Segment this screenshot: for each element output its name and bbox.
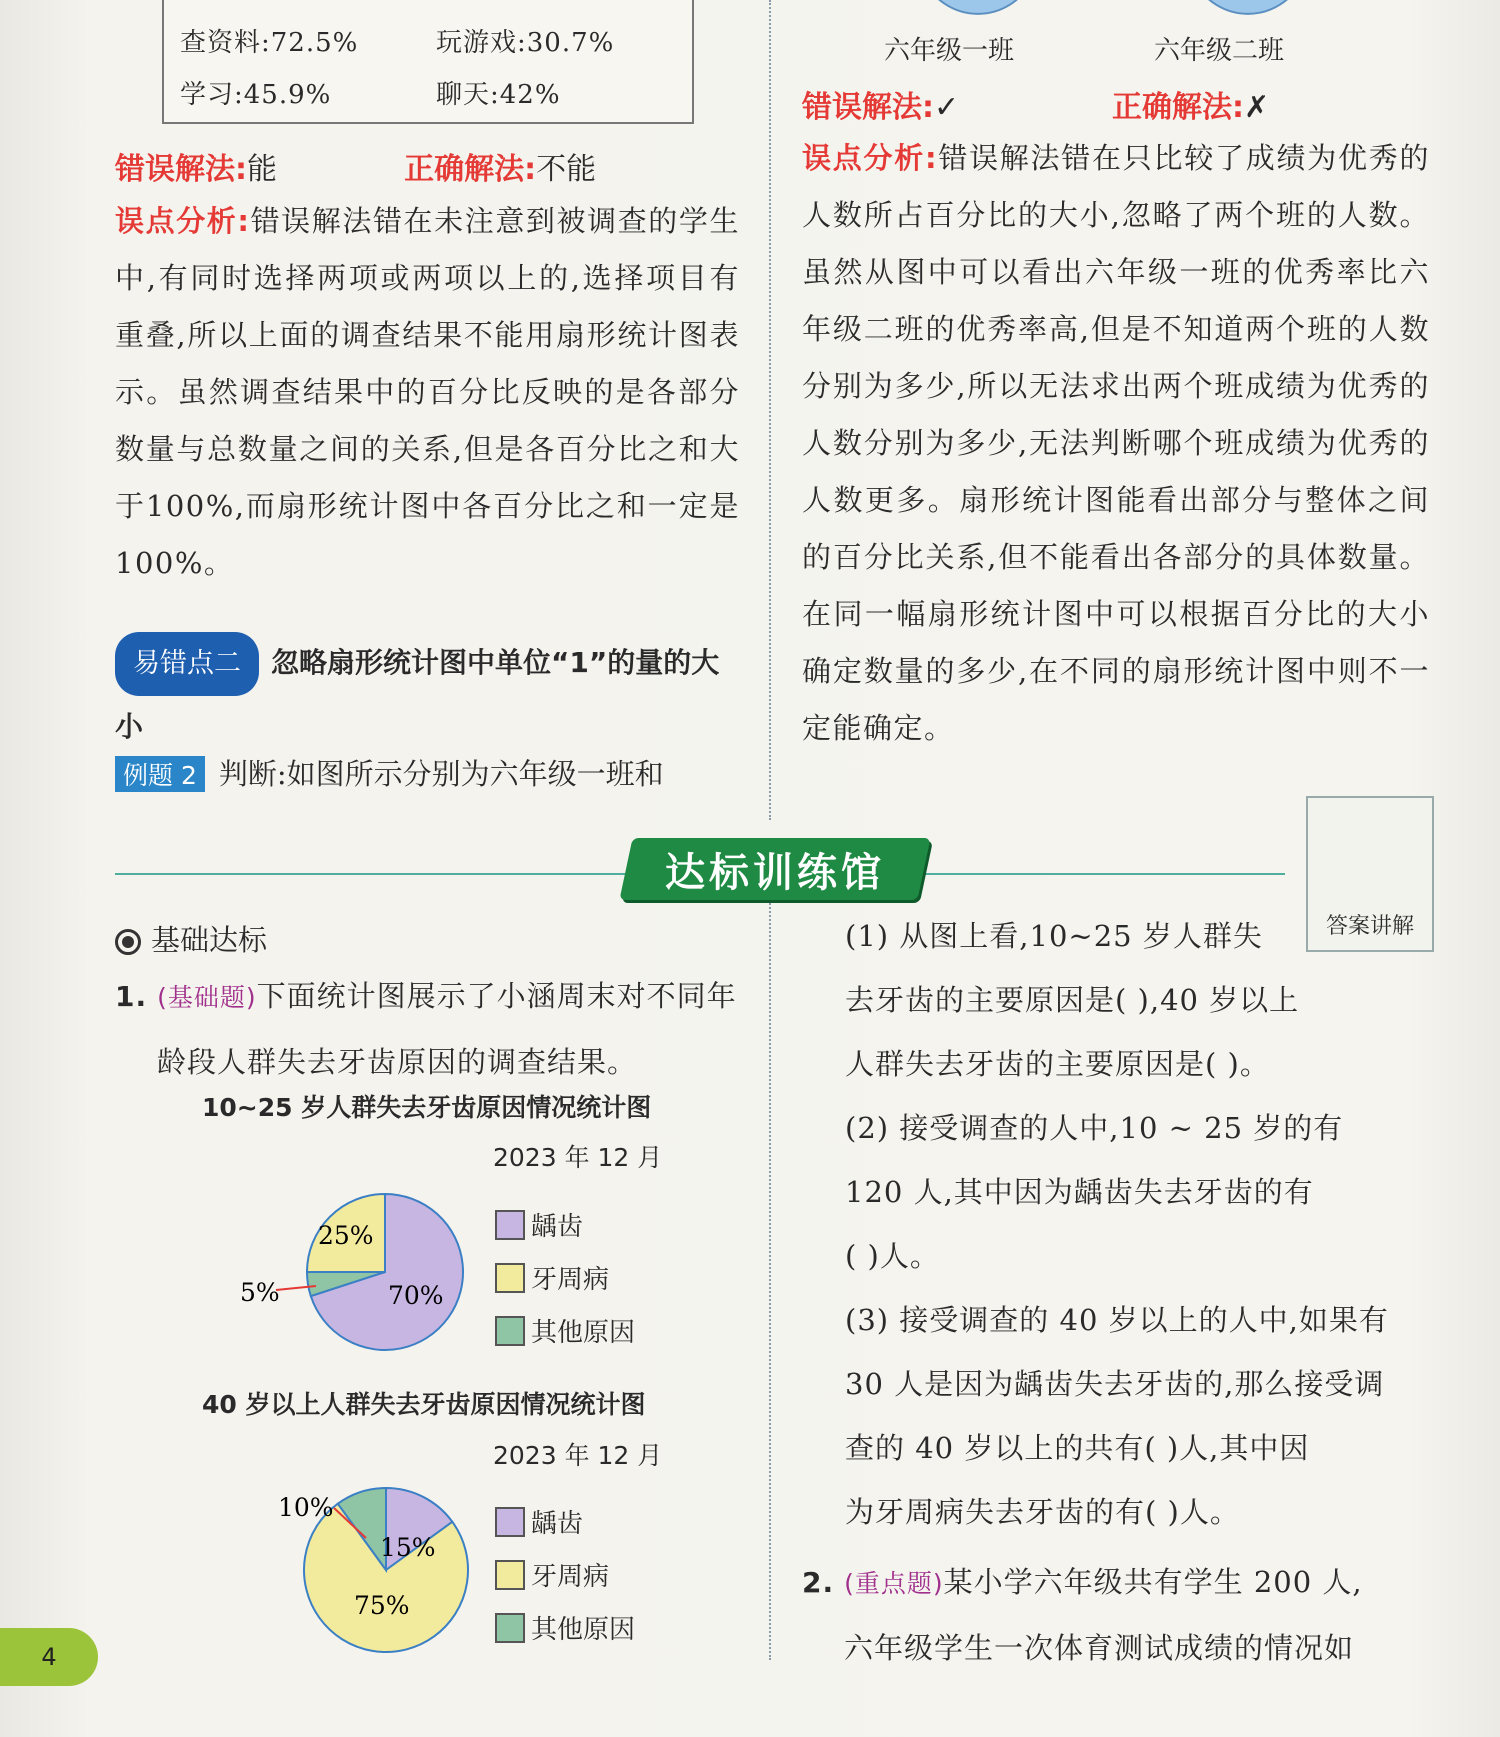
legend-label: 其他原因 — [531, 1615, 636, 1645]
question-body: 下面统计图展示了小涵周末对不同年龄段人群失去牙齿原因的调查结果。 — [157, 979, 737, 1079]
mistake-point-heading — [115, 632, 740, 761]
answer-row — [115, 144, 596, 188]
example-line — [115, 752, 664, 793]
cross-mark-icon: ✗ — [1244, 90, 1270, 125]
section-banner — [619, 838, 930, 900]
error-analysis — [802, 130, 1430, 757]
question-body: 某小学六年级共有学生 200 人, — [943, 1565, 1363, 1599]
question-1 — [115, 964, 745, 1094]
question-number: 2. — [802, 1566, 835, 1599]
question-1-text — [115, 964, 745, 1094]
correct-solution-value: 不能 — [536, 152, 597, 187]
sub-question-line: (2) 接受调查的人中,10 ~ 25 岁的有 — [845, 1111, 1344, 1145]
legend-label: 龋齿 — [531, 1212, 584, 1242]
page-number: 4 — [0, 1628, 98, 1686]
section-banner-text: 达标训练馆 — [665, 849, 885, 896]
chart1-pie — [230, 1180, 480, 1360]
chart1-label-yazhoubing: 25% — [318, 1221, 374, 1250]
basic-heading-text: 基础达标 — [151, 923, 268, 957]
wrong-solution-label: 错误解法: — [115, 152, 247, 187]
wrong-solution-value: 能 — [247, 152, 277, 187]
legend-item — [495, 1206, 583, 1243]
sub-question-line: 为牙周病失去牙齿的有( )人。 — [845, 1495, 1240, 1529]
legend-swatch — [495, 1263, 525, 1293]
legend-label: 牙周病 — [531, 1265, 610, 1295]
column-divider — [769, 900, 771, 1660]
sub-question-line: (3) 接受调查的 40 岁以上的人中,如果有 — [845, 1303, 1389, 1337]
example-tag: 例题 2 — [115, 756, 205, 792]
legend-item — [495, 1556, 609, 1593]
legend-item — [495, 1259, 609, 1296]
sub-question-line: 查的 40 岁以上的共有( )人,其中因 — [845, 1431, 1310, 1465]
class-pie-fragments — [882, 0, 1422, 24]
sub-question-line: 30 人是因为龋齿失去牙齿的,那么接受调 — [845, 1367, 1385, 1401]
chart1-label-other: 5% — [240, 1278, 280, 1307]
question-number: 1. — [115, 980, 148, 1013]
column-divider — [769, 0, 771, 820]
legend-label: 其他原因 — [531, 1318, 636, 1348]
survey-results-box — [162, 0, 694, 124]
analysis-text: 错误解法错在只比较了成绩为优秀的人数所占百分比的大小,忽略了两个班的人数。虽然从图中可以看出六年级一班的优秀率比六年级二班的优秀率高,但是不知道两个班的人数分别为多少,所以无法求出两个班成绩为优秀的人数分别为多少,无法判断哪个班成绩为优秀的人数更多。扇形统计图能看出部分与整体之间的百分比关系,但不能看出各部分的具体数量。在同一幅扇形统计图中可以根据百分比的大小确定数量的多少,在不同的扇形统计图中则不一定能确定。 — [802, 141, 1430, 745]
mistake-title: 忽略扇形统计图中单位“1”的量的大小 — [115, 646, 720, 743]
class1-label: 六年级一班 — [884, 36, 1015, 66]
mistake-tag: 易错点二 — [115, 632, 259, 696]
sub-question-line: 人群失去牙齿的主要原因是( )。 — [845, 1047, 1270, 1081]
analysis-label: 误点分析: — [115, 204, 251, 238]
legend-label: 龋齿 — [531, 1509, 584, 1539]
answer-row — [802, 82, 1430, 126]
question-2 — [802, 1550, 1432, 1680]
chart2-date: 2023 年 12 月 — [493, 1441, 663, 1470]
chart2-label-other: 10% — [278, 1493, 334, 1522]
chart2-label-yazhoubing: 75% — [354, 1591, 410, 1620]
sub-question-line: 去牙齿的主要原因是( ),40 岁以上 — [845, 983, 1300, 1017]
basic-heading — [115, 918, 267, 959]
survey-item: 聊天:42% — [436, 80, 561, 110]
class2-pie-fragment — [1194, 0, 1302, 14]
circle-bullet-icon — [115, 929, 141, 955]
sub-question-line: (1) 从图上看,10~25 岁人群失 — [845, 919, 1263, 953]
sub-question-line: ( )人。 — [845, 1239, 940, 1273]
chart2-label-quchi: 15% — [380, 1533, 436, 1562]
sub-questions — [845, 904, 1435, 1544]
legend-item — [495, 1503, 583, 1540]
chart1-date: 2023 年 12 月 — [493, 1143, 663, 1172]
legend-swatch — [495, 1507, 525, 1537]
question-2-line1 — [802, 1550, 1432, 1616]
correct-solution-label: 正确解法: — [1112, 90, 1244, 125]
chart1-title: 10~25 岁人群失去牙齿原因情况统计图 — [202, 1093, 652, 1122]
analysis-text: 错误解法错在未注意到被调查的学生中,有同时选择两项或两项以上的,选择项目有重叠,所以上面的调查结果不能用扇形统计图表示。虽然调查结果中的百分比反映的是各部分数量与总数量之间的关系,但是各百分比之和大于100%,而扇形统计图中各百分比之和一定是100%。 — [115, 204, 740, 580]
legend-swatch — [495, 1210, 525, 1240]
check-mark-icon: ✓ — [934, 90, 960, 125]
class1-pie-fragment — [924, 0, 1032, 14]
question-2-line2: 六年级学生一次体育测试成绩的情况如 — [844, 1631, 1355, 1665]
answer-explanation-label: 答案讲解 — [1325, 914, 1414, 939]
wrong-solution-label: 错误解法: — [802, 90, 934, 125]
survey-item: 学习:45.9% — [180, 80, 332, 110]
chart1-label-quchi: 70% — [388, 1281, 444, 1310]
legend-item — [495, 1609, 635, 1646]
question-tag: (重点题) — [844, 1569, 944, 1598]
class2-label: 六年级二班 — [1154, 36, 1285, 66]
legend-swatch — [495, 1613, 525, 1643]
error-analysis — [115, 193, 740, 592]
chart2-pie — [260, 1470, 480, 1660]
legend-label: 牙周病 — [531, 1562, 610, 1592]
legend-swatch — [495, 1560, 525, 1590]
survey-item: 玩游戏:30.7% — [436, 28, 615, 58]
analysis-label: 误点分析: — [802, 141, 939, 175]
question-tag: (基础题) — [157, 983, 257, 1012]
legend-item — [495, 1312, 635, 1349]
legend-swatch — [495, 1316, 525, 1346]
chart2-title: 40 岁以上人群失去牙齿原因情况统计图 — [202, 1390, 646, 1419]
example-text: 判断:如图所示分别为六年级一班和 — [218, 757, 664, 791]
survey-item: 查资料:72.5% — [180, 28, 359, 58]
chart1-slices — [307, 1194, 463, 1350]
correct-solution-label: 正确解法: — [404, 152, 537, 187]
sub-question-line: 120 人,其中因为龋齿失去牙齿的有 — [845, 1175, 1314, 1209]
